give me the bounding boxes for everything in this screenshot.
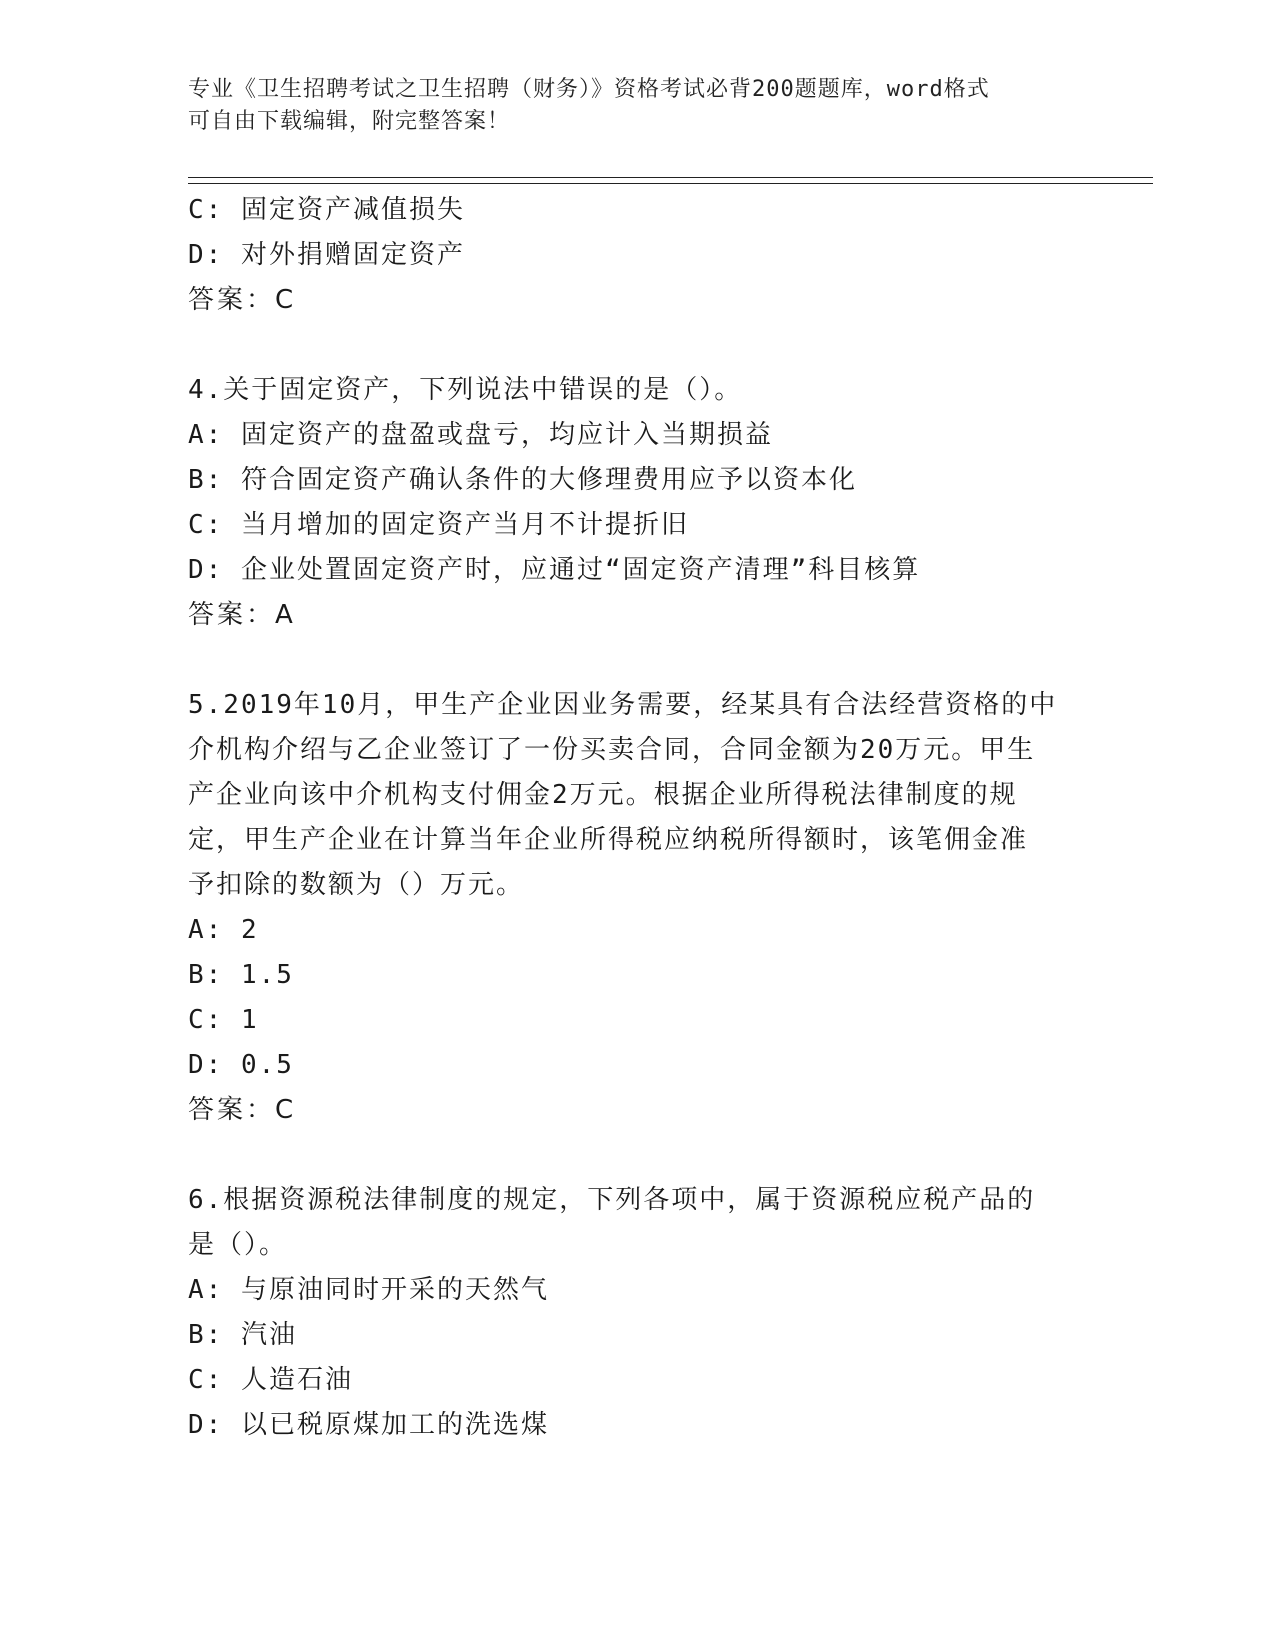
q5-option-a: A: 2 <box>188 915 259 945</box>
spacer <box>188 638 1088 683</box>
header-divider-top <box>188 177 1153 178</box>
q5-question-line: 予扣除的数额为（）万元。 <box>188 870 525 900</box>
q6-question-line: 是（）。 <box>188 1230 288 1260</box>
spacer <box>188 323 1088 368</box>
q6-option-a: A: 与原油同时开采的天然气 <box>188 1275 549 1305</box>
document-header <box>188 74 1088 138</box>
q3-option-d: D: 对外捐赠固定资产 <box>188 240 465 270</box>
header-divider-bottom <box>188 183 1153 184</box>
q4-option-b: B: 符合固定资产确认条件的大修理费用应予以资本化 <box>188 465 857 495</box>
header-line-1: 专业《卫生招聘考试之卫生招聘（财务）》资格考试必背200题题库，word格式 <box>188 77 990 102</box>
q5-option-d: D: 0.5 <box>188 1050 294 1080</box>
q6-option-d: D: 以已税原煤加工的洗选煤 <box>188 1410 549 1440</box>
q5-answer: 答案：C <box>188 1095 297 1125</box>
q4-option-a: A: 固定资产的盘盈或盘亏，均应计入当期损益 <box>188 420 773 450</box>
question-3-tail <box>188 188 1088 323</box>
q6-option-b: B: 汽油 <box>188 1320 297 1350</box>
q4-option-c: C: 当月增加的固定资产当月不计提折旧 <box>188 510 689 540</box>
question-4 <box>188 368 1088 638</box>
q5-option-c: C: 1 <box>188 1005 259 1035</box>
q5-question-line: 介机构介绍与乙企业签订了一份买卖合同，合同金额为20万元。甲生 <box>188 735 1036 765</box>
q5-question-line: 定，甲生产企业在计算当年企业所得税应纳税所得额时，该笔佣金准 <box>188 825 1029 855</box>
question-content <box>188 188 1088 1448</box>
question-6 <box>188 1178 1088 1448</box>
question-5 <box>188 683 1088 1133</box>
q4-question: 4.关于固定资产，下列说法中错误的是（）。 <box>188 375 743 405</box>
q3-answer: 答案：C <box>188 285 297 315</box>
q4-answer: 答案：A <box>188 600 296 630</box>
spacer <box>188 1133 1088 1178</box>
header-line-2: 可自由下载编辑，附完整答案！ <box>188 109 511 134</box>
q4-option-d: D: 企业处置固定资产时，应通过“固定资产清理”科目核算 <box>188 555 921 585</box>
q6-question-line: 6.根据资源税法律制度的规定，下列各项中，属于资源税应税产品的 <box>188 1185 1036 1215</box>
q6-option-c: C: 人造石油 <box>188 1365 353 1395</box>
q5-option-b: B: 1.5 <box>188 960 294 990</box>
q3-option-c: C: 固定资产减值损失 <box>188 195 465 225</box>
q5-question-line: 产企业向该中介机构支付佣金2万元。根据企业所得税法律制度的规 <box>188 780 1018 810</box>
q5-question-line: 5.2019年10月，甲生产企业因业务需要，经某具有合法经营资格的中 <box>188 690 1058 720</box>
